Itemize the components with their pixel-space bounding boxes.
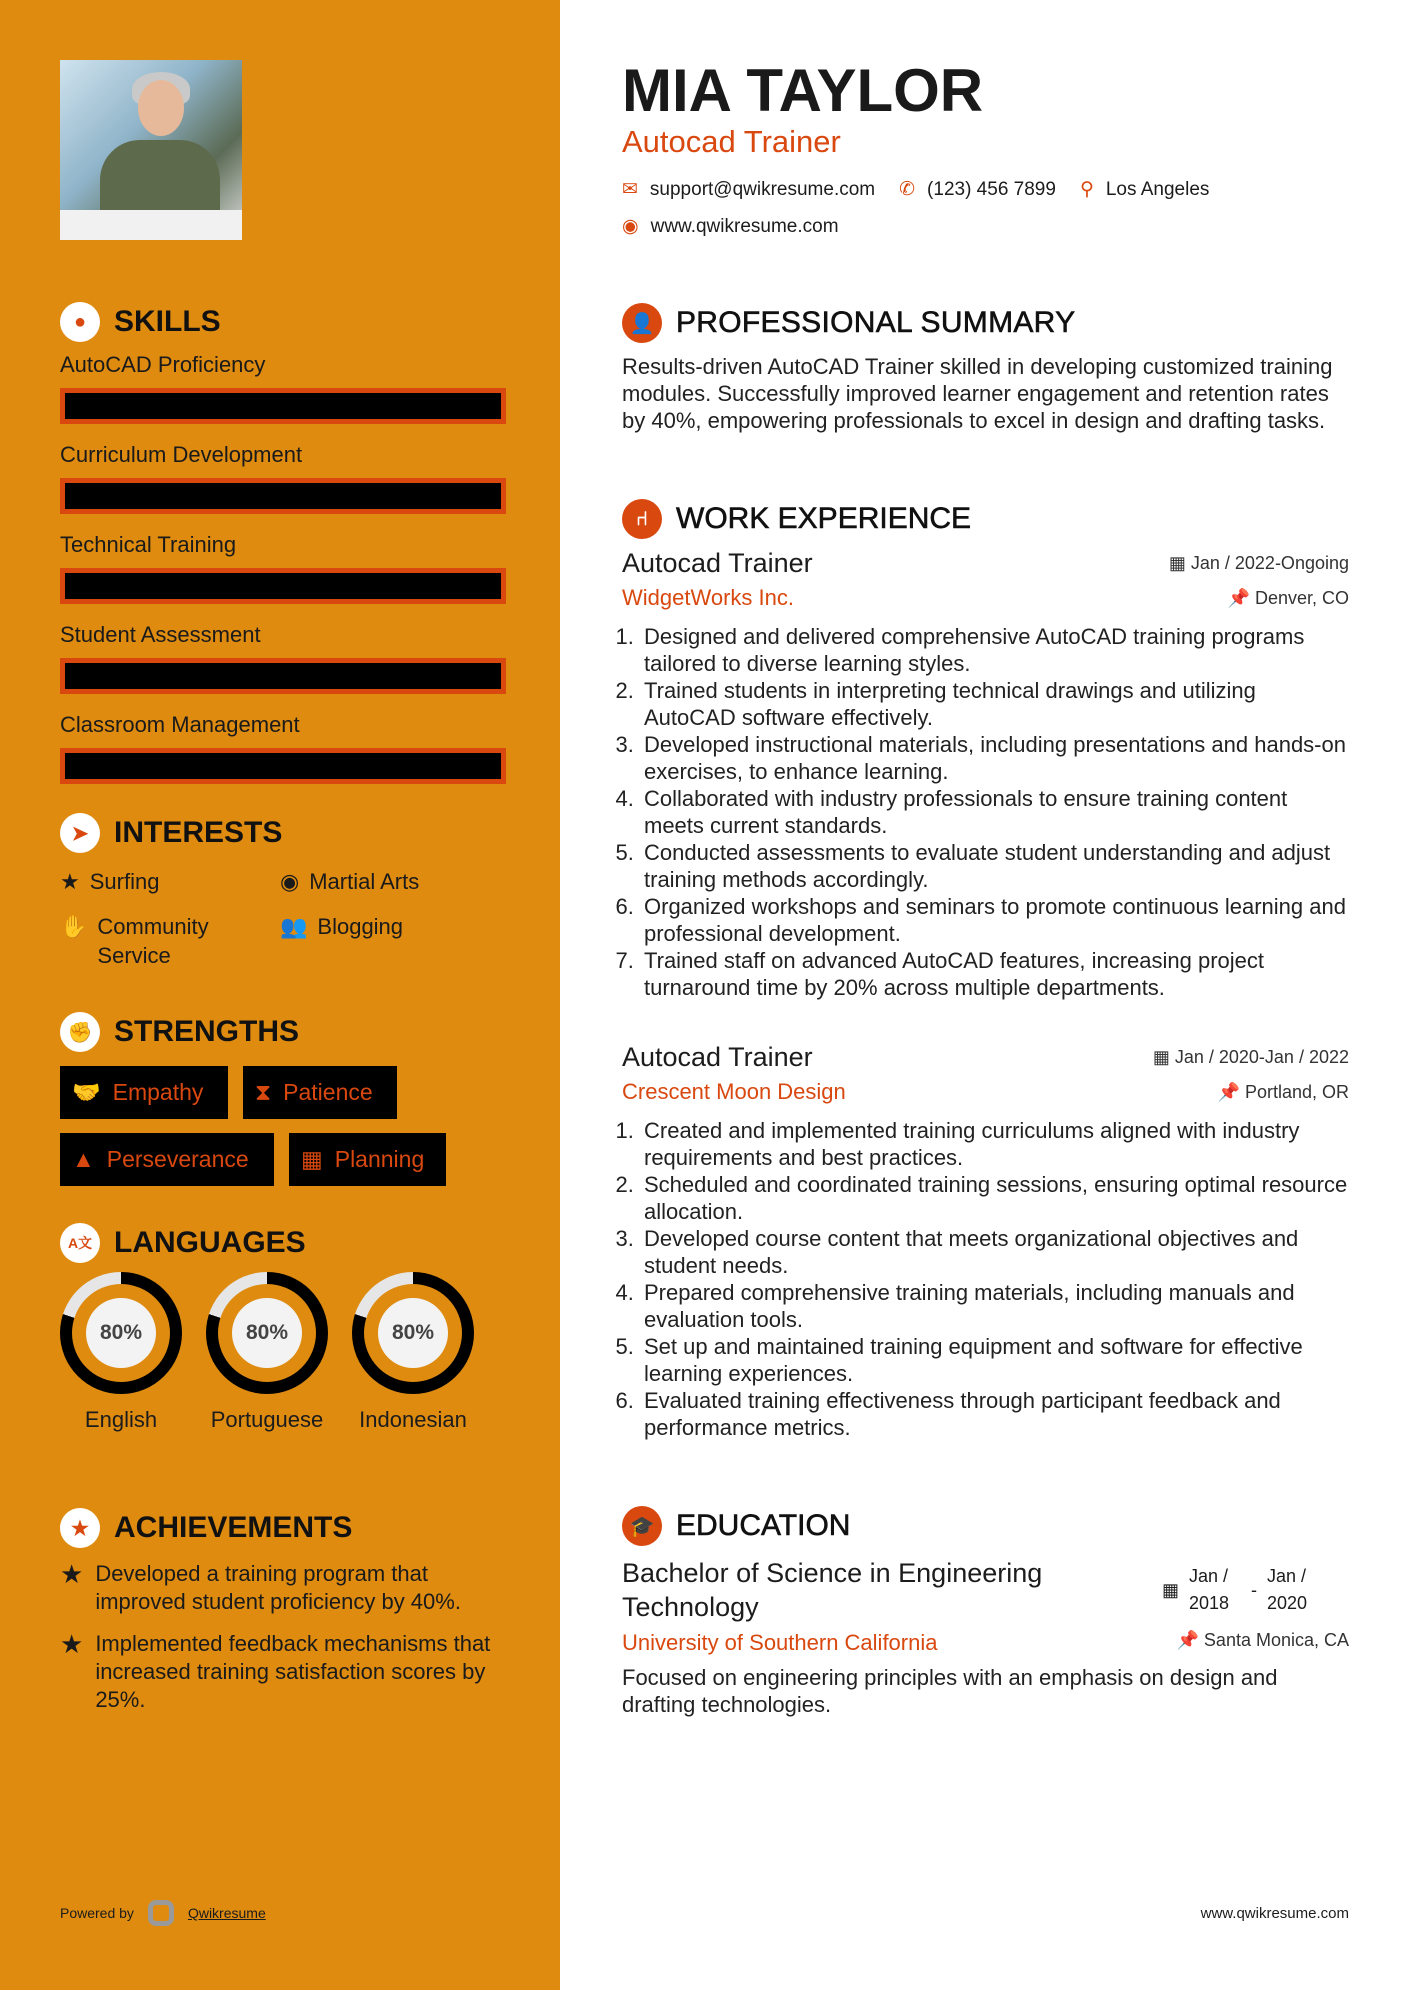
job-entry: [622, 548, 1349, 1001]
job-bullet: 1. Designed and delivered comprehensive AutoCAD training programs tailored to diverse learning styles.: [640, 623, 1349, 677]
skills-section: [60, 302, 506, 802]
footer-website: www.qwikresume.com: [1200, 1905, 1349, 1922]
skill-label: Curriculum Development: [60, 442, 303, 467]
job-bullet: 7. Trained staff on advanced AutoCAD features, increasing project turnaround time by 20% across multiple departments.: [640, 947, 1349, 1001]
skill-item: [60, 532, 506, 604]
skill-item: [60, 442, 506, 514]
strength-chip: 🤝 Empathy: [60, 1066, 228, 1119]
school: University of Southern California: [622, 1630, 938, 1655]
interest-item: ◉ Martial Arts: [280, 869, 420, 894]
skill-label: Student Assessment: [60, 622, 261, 647]
email-link[interactable]: support@qwikresume.com: [649, 178, 876, 200]
user-icon: 👤: [622, 303, 662, 343]
job-location: 📌 Denver, CO: [1227, 587, 1349, 608]
summary-text: Results-driven AutoCAD Trainer skilled in developing customized training modules. Successfully improved learner engagement and retention rates by 40%, empowering professionals to excel in design and drafting tasks.: [622, 354, 1333, 433]
skill-bar: [60, 568, 506, 604]
job-bullet: 1. Created and implemented training curriculums aligned with industry requirements and best practices.: [640, 1117, 1349, 1171]
hourglass-icon: ⧗: [255, 1079, 272, 1105]
work-section: [622, 499, 1349, 539]
location-text: Los Angeles: [1105, 178, 1210, 200]
strength-chip: ⧗ Patience: [243, 1066, 397, 1119]
achievements-section: [60, 1508, 510, 1728]
interests-section: [60, 813, 540, 970]
email-icon: ✉: [622, 179, 638, 200]
pin-icon: 📌: [1217, 1081, 1245, 1102]
language-name: Indonesian: [359, 1407, 467, 1432]
star-icon: ★: [60, 869, 80, 894]
language-donut: 80%: [206, 1272, 328, 1394]
job-bullet: 4. Collaborated with industry professionals to ensure training content meets current standards.: [640, 785, 1349, 839]
company: WidgetWorks Inc.: [622, 585, 794, 610]
calendar-icon: ▦: [1168, 553, 1191, 573]
education-description: Focused on engineering principles with an emphasis on design and drafting technologies.: [622, 1665, 1278, 1717]
hand-icon: ✋: [60, 914, 88, 939]
skill-bar: [60, 748, 506, 784]
skill-label: AutoCAD Proficiency: [60, 352, 266, 377]
qwikresume-logo-icon: [148, 1900, 174, 1926]
languages-section: [60, 1223, 306, 1263]
job-title: Autocad Trainer: [622, 548, 813, 578]
education-heading: 🎓 EDUCATION: [622, 1506, 1349, 1546]
skill-label: Classroom Management: [60, 712, 300, 737]
achievement-item: ★ Implemented feedback mechanisms that increased training satisfaction scores by 25%.: [60, 1629, 491, 1712]
globe-icon: ◉: [280, 869, 300, 894]
globe-icon: ◉: [622, 216, 639, 237]
header: [622, 58, 1349, 238]
pin-icon: 📌: [1227, 587, 1255, 608]
skill-bar: [60, 388, 506, 424]
job-bullet: 2. Scheduled and coordinated training sessions, ensuring optimal resource allocation.: [640, 1171, 1349, 1225]
candidate-name: MIA TAYLOR: [622, 57, 984, 124]
job-dates: ▦ Jan / 2020-Jan / 2022: [1152, 1047, 1349, 1067]
handshake-icon: 🤝: [72, 1079, 101, 1105]
language-donut: 80%: [60, 1272, 182, 1394]
job-bullet: 4. Prepared comprehensive training materials, including manuals and evaluation tools.: [640, 1279, 1349, 1333]
star-badge-icon: ★: [60, 1508, 100, 1548]
interest-item: ✋ Community Service: [60, 914, 209, 968]
fist-icon: ✊: [60, 1012, 100, 1052]
skill-item: [60, 352, 506, 424]
candidate-title: Autocad Trainer: [622, 124, 841, 159]
road-icon: ▲: [72, 1146, 95, 1172]
job-entry: [622, 1042, 1349, 1441]
job-bullet: 3. Developed course content that meets organizational objectives and student needs.: [640, 1225, 1349, 1279]
achievements-heading: ★ ACHIEVEMENTS: [60, 1508, 510, 1548]
skill-item: [60, 622, 506, 694]
company: Crescent Moon Design: [622, 1079, 846, 1104]
job-title: Autocad Trainer: [622, 1042, 813, 1072]
job-bullets: [622, 1117, 1349, 1441]
skill-bar: [60, 478, 506, 514]
languages-heading: A文 LANGUAGES: [60, 1223, 306, 1263]
job-bullet: 5. Conducted assessments to evaluate student understanding and adjust training methods accordingly.: [640, 839, 1349, 893]
language-name: English: [84, 1407, 158, 1432]
translate-icon: A文: [60, 1223, 100, 1263]
job-bullet: 3. Developed instructional materials, including presentations and hands-on exercises, to enhance learning.: [640, 731, 1349, 785]
phone-icon: ✆: [899, 179, 916, 200]
interest-item: 👥 Blogging: [280, 912, 500, 970]
education-section: 🎓 EDUCATION Bachelor of Science in Engineering Technology ▦ Jan / 2018 - Jan / 2020 University of Southern California 📌 Santa Monica, CA Focused on engineering principles with an emphasis on design and drafting technologies.: [622, 1506, 1349, 1718]
paper-plane-icon: ➤: [60, 813, 100, 853]
sidebar: [0, 0, 560, 1990]
interests-heading: ➤ INTERESTS: [60, 813, 540, 853]
job-location: 📌 Portland, OR: [1217, 1081, 1349, 1102]
calendar-icon: ▦: [1161, 1579, 1179, 1600]
calendar-icon: ▦: [1152, 1047, 1175, 1067]
strength-chip: ▦ Planning: [289, 1133, 446, 1186]
phone-text: (123) 456 7899: [927, 178, 1056, 200]
achievement-item: ★ Developed a training program that improved student proficiency by 40%.: [60, 1559, 461, 1614]
powered-by: Powered by Qwikresume: [60, 1900, 266, 1926]
star-icon: ★: [60, 1559, 84, 1589]
pin-icon: 📌: [1176, 1630, 1204, 1650]
calendar-icon: ▦: [301, 1146, 323, 1172]
skill-item: [60, 712, 506, 784]
website-link[interactable]: www.qwikresume.com: [650, 215, 839, 237]
interest-item: ★ Surfing: [60, 869, 160, 894]
summary-heading: 👤 PROFESSIONAL SUMMARY: [622, 303, 1349, 343]
qwikresume-link[interactable]: Qwikresume: [187, 1905, 266, 1921]
profile-photo: [60, 60, 242, 240]
strength-chip: ▲ Perseverance: [60, 1133, 274, 1186]
lightbulb-icon: ●: [60, 302, 100, 342]
chair-icon: ⑁: [622, 499, 662, 539]
job-bullet: 5. Set up and maintained training equipment and software for effective learning experiences.: [640, 1333, 1349, 1387]
language-name: Portuguese: [210, 1407, 324, 1432]
job-bullet: 6. Organized workshops and seminars to promote continuous learning and professional development.: [640, 893, 1349, 947]
location-icon: ⚲: [1079, 179, 1094, 200]
job-dates: ▦ Jan / 2022-Ongoing: [1168, 553, 1349, 573]
summary-section: [622, 303, 1349, 434]
skill-bar: [60, 658, 506, 694]
job-bullet: 2. Trained students in interpreting technical drawings and utilizing AutoCAD software effectively.: [640, 677, 1349, 731]
job-bullet: 6. Evaluated training effectiveness through participant feedback and performance metrics.: [640, 1387, 1349, 1441]
education-location: 📌 Santa Monica, CA: [1176, 1630, 1349, 1650]
strengths-heading: ✊ STRENGTHS: [60, 1012, 299, 1052]
language-donut: 80%: [352, 1272, 474, 1394]
job-bullets: [622, 623, 1349, 1001]
skill-label: Technical Training: [60, 532, 237, 557]
graduate-icon: 🎓: [622, 1506, 662, 1546]
star-icon: ★: [60, 1629, 84, 1659]
degree: Bachelor of Science in Engineering Technology: [622, 1558, 1043, 1622]
users-icon: 👥: [280, 914, 308, 939]
skills-heading: ● SKILLS: [60, 302, 506, 342]
strengths-section: [60, 1012, 299, 1052]
work-heading: ⑁ WORK EXPERIENCE: [622, 499, 1349, 539]
